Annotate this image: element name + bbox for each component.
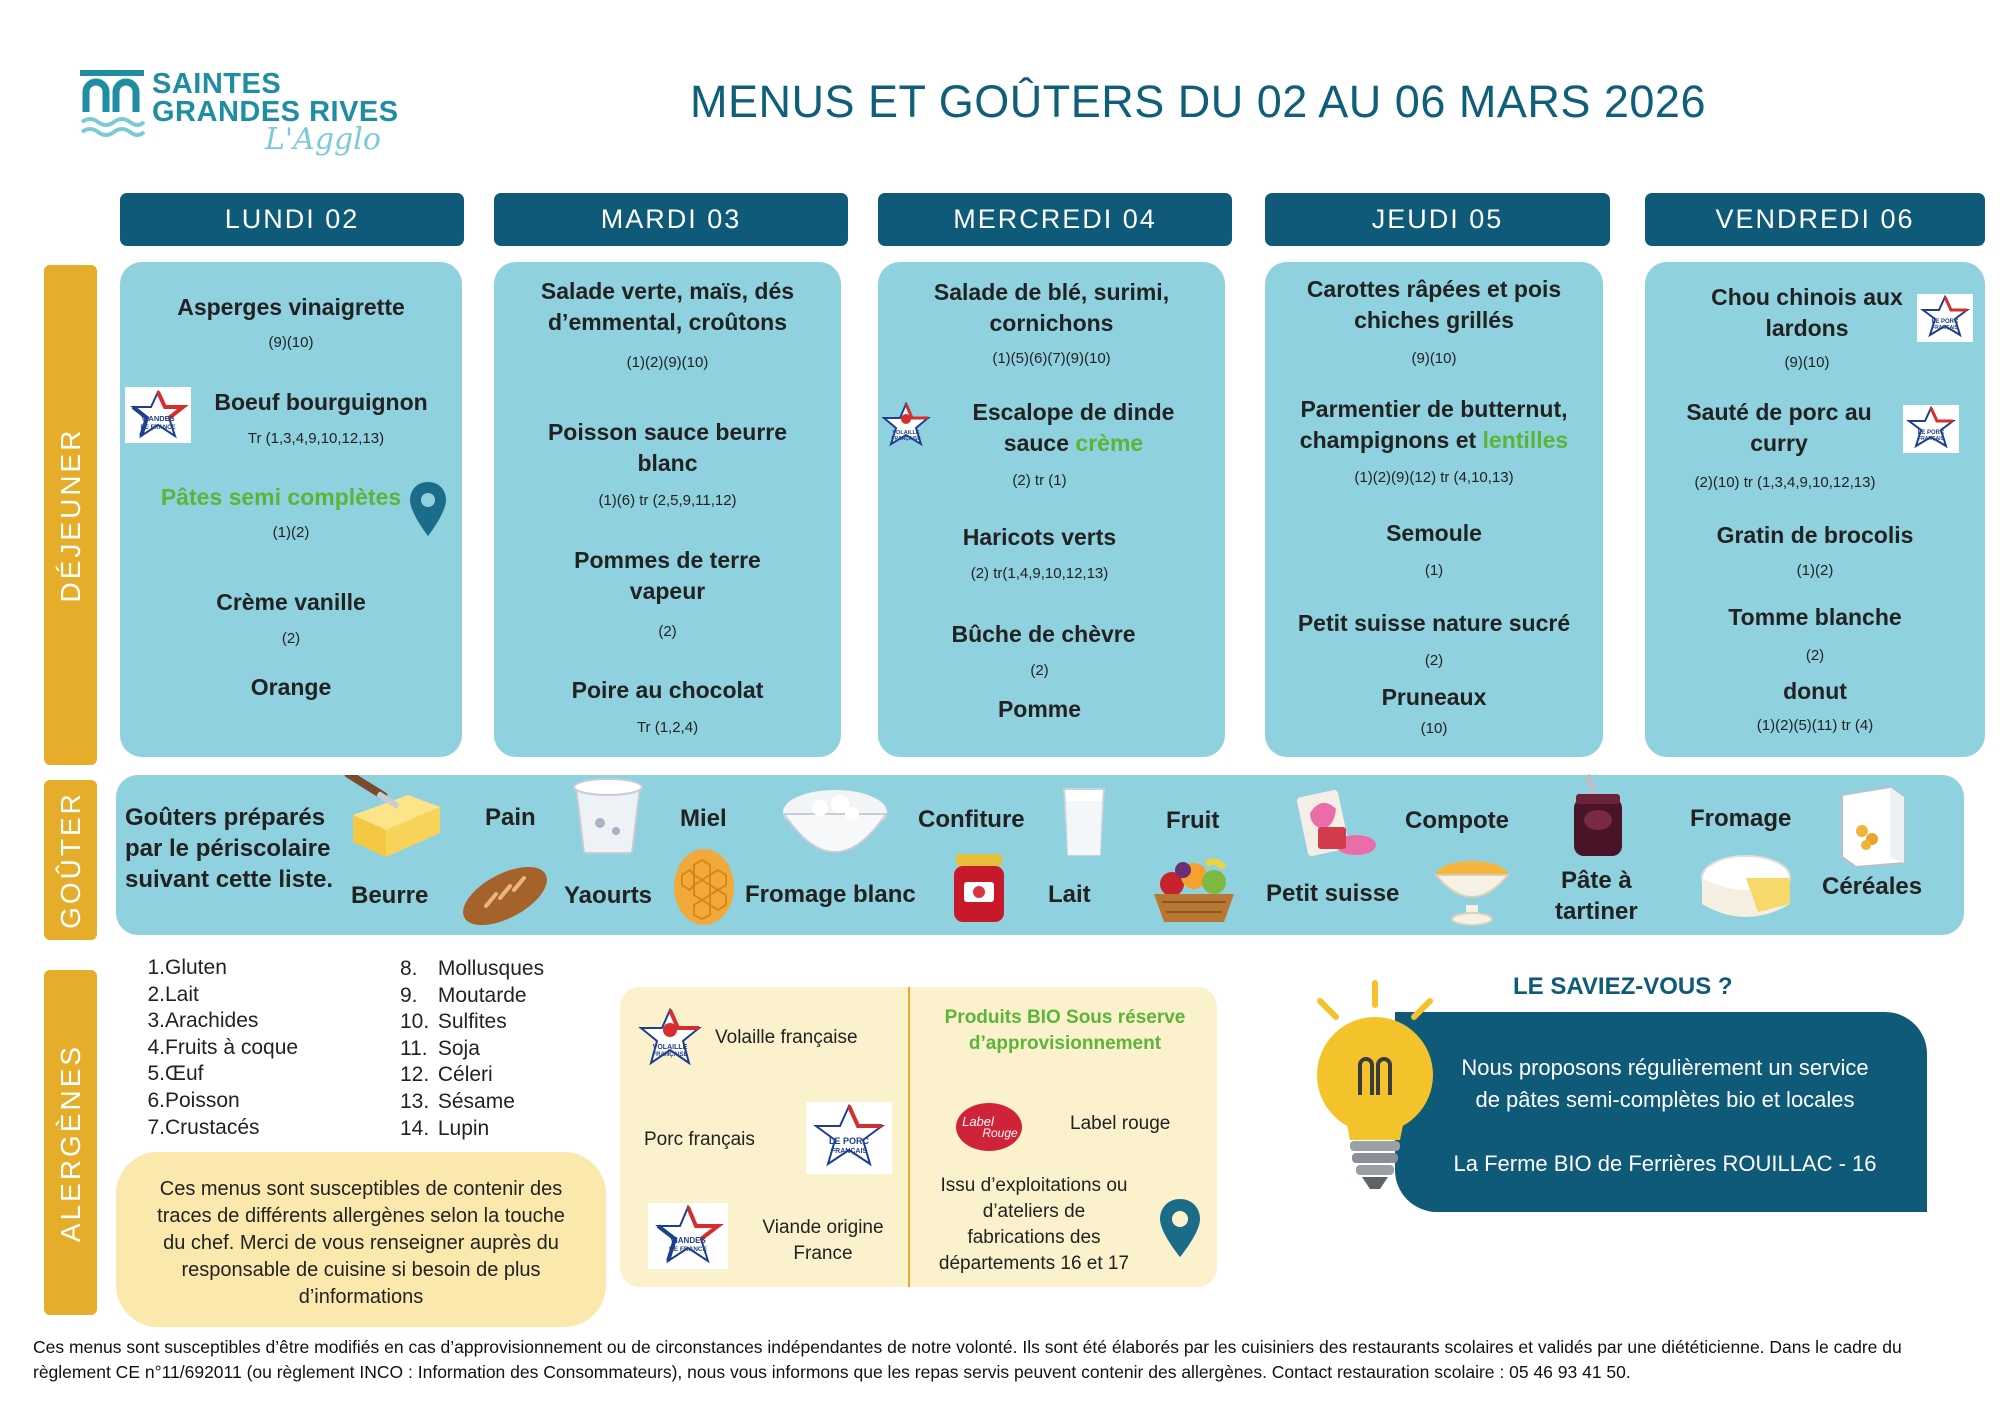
svg-text:FRANÇAIS: FRANÇAIS bbox=[1932, 325, 1958, 331]
legend-bio: Produits BIO Sous réserve d’approvisionnement bbox=[944, 1007, 1186, 1054]
allergen-codes: (2) bbox=[1030, 662, 1049, 679]
allergen-item: 12. Céleri bbox=[400, 1063, 493, 1087]
svg-text:LE PORC: LE PORC bbox=[1917, 430, 1945, 436]
dish-name: Asperges vinaigrette bbox=[177, 294, 405, 320]
allergen-codes: (9)(10) bbox=[1784, 354, 1830, 371]
allergen-codes: (1)(2)(5)(11) tr (4) bbox=[1756, 717, 1874, 734]
dish-name: Chou chinois aux lardons bbox=[1711, 284, 1903, 341]
dish-name: Bûche de chèvre bbox=[951, 621, 1136, 647]
dish-name: Parmentier de butternut, champignons et lentilles bbox=[1299, 396, 1569, 453]
legend-local: Issu d’exploitations ou d’ateliers de fabrications des départements 16 et 17 bbox=[938, 1175, 1130, 1274]
allergen-codes: Tr (1,3,4,9,10,12,13) bbox=[247, 430, 385, 447]
svg-text:Label: Label bbox=[962, 1114, 994, 1129]
honeycomb-icon bbox=[672, 845, 736, 927]
legend-label-rouge: Label rouge bbox=[1070, 1113, 1171, 1134]
gouter-confiture: Confiture bbox=[918, 806, 1025, 833]
allergen-codes: (2)(10) tr (1,3,4,9,10,12,13) bbox=[1694, 474, 1876, 491]
dish-name: Sauté de porc au curry bbox=[1686, 399, 1872, 456]
volaille-francaise-icon bbox=[635, 1007, 705, 1071]
gouter-pain: Pain bbox=[485, 804, 536, 831]
dish-name: Crème vanille bbox=[216, 589, 366, 615]
side-label-allergenes: ALERGÈNES bbox=[44, 970, 97, 1315]
allergen-codes: (2) tr (1) bbox=[1012, 472, 1067, 489]
dish-name: Petit suisse nature sucré bbox=[1297, 610, 1571, 636]
allergen-codes: (2) bbox=[1424, 652, 1444, 669]
dish-name: Orange bbox=[250, 674, 332, 700]
butter-icon bbox=[338, 775, 448, 860]
day-header-jeudi: JEUDI 05 bbox=[1265, 193, 1610, 246]
logo bbox=[80, 70, 410, 165]
le-porc-francais-icon bbox=[1917, 294, 1973, 342]
svg-text:FRANÇAISE: FRANÇAISE bbox=[891, 436, 921, 442]
svg-text:LE PORC: LE PORC bbox=[1931, 319, 1959, 325]
footer-disclaimer: Ces menus sont susceptibles d’être modifiés en cas d’approvisionnement ou de circonstances indépendantes de notre volonté. Ils sont été élaborés par les cuisiniers des restaurants scolaires et validés par une diététicienne. Dans le cadre du règlement CE n°11/692011 (ou règlement INCO : Information des Consommateurs), nous vous informons que les repas servis peuvent contenir des allergènes. Contact restauration scolaire : 05 46 93 41 50. bbox=[33, 1337, 1902, 1382]
svg-text:DE FRANCE: DE FRANCE bbox=[140, 425, 176, 431]
allergen-item: 13. Sésame bbox=[400, 1089, 515, 1113]
label-rouge-icon bbox=[953, 1099, 1025, 1155]
logo-waves-icon bbox=[80, 70, 146, 140]
dish-name: Poire au chocolat bbox=[571, 677, 764, 703]
allergen-codes: (1)(2)(9)(10) bbox=[626, 354, 709, 371]
day-header-lundi: LUNDI 02 bbox=[120, 193, 464, 246]
allergen-item: 4.Fruits à coque bbox=[147, 1035, 299, 1059]
allergen-codes: (1)(2) bbox=[272, 524, 310, 541]
location-pin-icon bbox=[1158, 1197, 1202, 1261]
allergen-item: 7.Crustacés bbox=[147, 1115, 260, 1139]
svg-text:FRANÇAIS: FRANÇAIS bbox=[830, 1148, 868, 1155]
logo-line-3: L'Agglo bbox=[265, 122, 381, 157]
allergen-codes: (1) bbox=[1424, 562, 1444, 579]
legend-box bbox=[620, 987, 1217, 1287]
logo-line-1: SAINTES bbox=[152, 68, 282, 100]
dish-name: Escalope de dinde sauce crème bbox=[972, 399, 1175, 456]
saviez-vous-line-2: de pâtes semi-complètes bio et locales bbox=[1475, 1087, 1855, 1112]
svg-text:VIANDES: VIANDES bbox=[141, 414, 175, 423]
gouter-beurre: Beurre bbox=[351, 882, 429, 909]
allergen-codes: (2) bbox=[281, 630, 301, 647]
side-label-dejeuner: DÉJEUNER bbox=[44, 265, 97, 765]
menu-card-mercredi bbox=[878, 262, 1225, 757]
gouter-lait: Lait bbox=[1048, 881, 1091, 908]
allergen-codes: (9)(10) bbox=[1411, 350, 1457, 367]
menu-card-mardi bbox=[494, 262, 841, 757]
gouter-fromage-blanc: Fromage blanc bbox=[745, 881, 916, 908]
allergen-codes: (1)(2)(9)(12) tr (4,10,13) bbox=[1354, 469, 1514, 486]
dish-name: Carottes râpées et pois chiches grillés bbox=[1306, 276, 1562, 333]
legend-porc: Porc français bbox=[644, 1129, 755, 1150]
svg-text:LE PORC: LE PORC bbox=[828, 1136, 870, 1146]
gouter-fruit: Fruit bbox=[1166, 807, 1220, 834]
saviez-vous-line-3: La Ferme BIO de Ferrières ROUILLAC - 16 bbox=[1453, 1151, 1877, 1176]
dish-name: Salade verte, maïs, dés d’emmental, croûtons bbox=[540, 278, 795, 335]
compote-bowl-icon bbox=[1433, 855, 1511, 927]
logo-line-2: GRANDES RIVES bbox=[152, 96, 399, 128]
saviez-vous-line-1: Nous proposons régulièrement un service bbox=[1461, 1055, 1869, 1080]
allergen-codes: Tr (1,2,4) bbox=[636, 719, 699, 736]
allergen-item: 1.Gluten bbox=[147, 956, 227, 979]
gouter-cereales: Céréales bbox=[1822, 873, 1923, 900]
allergen-codes: (1)(6) tr (2,5,9,11,12) bbox=[598, 492, 737, 509]
dish-name: Gratin de brocolis bbox=[1716, 522, 1914, 548]
petit-suisse-icon bbox=[1296, 783, 1380, 863]
allergen-item: 6.Poisson bbox=[147, 1088, 240, 1112]
side-label-gouter: GOÛTER bbox=[44, 780, 97, 940]
dish-name: Semoule bbox=[1386, 520, 1482, 546]
fromage-blanc-icon bbox=[780, 780, 890, 870]
svg-text:Rouge: Rouge bbox=[982, 1126, 1018, 1140]
dish-name: Poisson sauce beurre blanc bbox=[547, 419, 788, 476]
milk-glass-icon bbox=[1060, 785, 1108, 857]
svg-text:FRANÇAISE: FRANÇAISE bbox=[652, 1052, 688, 1058]
allergen-item: 8. Mollusques bbox=[400, 957, 545, 980]
yogurt-icon bbox=[568, 775, 648, 857]
day-header-mercredi: MERCREDI 04 bbox=[878, 193, 1232, 246]
gouter-miel: Miel bbox=[680, 805, 727, 832]
dish-name: donut bbox=[1783, 678, 1847, 704]
allergen-codes: (1)(5)(6)(7)(9)(10) bbox=[992, 350, 1111, 367]
allergen-item: 3.Arachides bbox=[147, 1009, 259, 1033]
day-header-mardi: MARDI 03 bbox=[494, 193, 848, 246]
viandes-de-france-icon bbox=[648, 1203, 728, 1269]
menu-card-jeudi bbox=[1265, 262, 1603, 757]
le-porc-francais-icon bbox=[806, 1102, 892, 1174]
dish-name-local: Pâtes semi complètes bbox=[160, 484, 402, 510]
jam-jar-icon bbox=[950, 852, 1008, 924]
allergen-warning: Ces menus sont susceptibles de contenir des traces de différents allergènes selon la touche du chef. Merci de vous renseigner auprès du responsable de cuisine si besoin de plus d’informations bbox=[116, 1152, 606, 1327]
dish-name: Haricots verts bbox=[962, 524, 1117, 550]
dish-name: Salade de blé, surimi, cornichons bbox=[933, 279, 1170, 336]
dish-name: Tomme blanche bbox=[1728, 604, 1902, 630]
legend-volaille: Volaille française bbox=[715, 1027, 858, 1048]
gouter-petit-suisse: Petit suisse bbox=[1266, 880, 1400, 907]
allergen-codes: (2) bbox=[1805, 647, 1825, 664]
dish-name: Pruneaux bbox=[1381, 684, 1487, 710]
cereal-box-icon bbox=[1838, 783, 1908, 867]
fruit-basket-icon bbox=[1150, 850, 1238, 925]
gouter-intro: Goûters préparés par le périscolaire suivant cette liste. bbox=[125, 804, 334, 893]
svg-text:VOLAILLE: VOLAILLE bbox=[892, 430, 920, 436]
gouter-compote: Compote bbox=[1405, 807, 1509, 834]
dish-name: Boeuf bourguignon bbox=[214, 389, 428, 415]
spread-jar-icon bbox=[1570, 770, 1626, 860]
cheese-icon bbox=[1698, 850, 1794, 928]
gouter-pate-a-tartiner: Pâte à tartiner bbox=[1555, 867, 1638, 925]
menu-card-vendredi bbox=[1645, 262, 1985, 757]
dish-name: Pommes de terre vapeur bbox=[574, 547, 761, 604]
allergen-list-right bbox=[400, 956, 544, 1142]
allergen-item: 9. Moutarde bbox=[400, 983, 527, 1007]
legend-divider bbox=[908, 987, 910, 1287]
allergen-codes: (10) bbox=[1420, 720, 1448, 737]
svg-text:FRANÇAIS: FRANÇAIS bbox=[1918, 436, 1944, 442]
menu-card-lundi bbox=[120, 262, 462, 757]
allergen-item: 11. Soja bbox=[400, 1036, 480, 1060]
lightbulb-icon bbox=[1300, 975, 1450, 1195]
allergen-codes: (1)(2) bbox=[1796, 562, 1834, 579]
page-title: MENUS ET GOÛTERS DU 02 AU 06 MARS 2026 bbox=[690, 76, 1706, 127]
allergen-codes: (9)(10) bbox=[268, 334, 314, 351]
saviez-vous-title: LE SAVIEZ-VOUS ? bbox=[1513, 973, 1733, 1000]
allergen-item: 14. Lupin bbox=[400, 1116, 490, 1140]
svg-text:VIANDES: VIANDES bbox=[670, 1236, 706, 1245]
dish-name: Pomme bbox=[997, 696, 1082, 722]
gouter-yaourts: Yaourts bbox=[564, 882, 653, 909]
day-header-vendredi: VENDREDI 06 bbox=[1645, 193, 1985, 246]
bread-icon bbox=[458, 860, 553, 932]
legend-viande: Viande origine France bbox=[762, 1217, 884, 1264]
allergen-item: 5.Œuf bbox=[147, 1062, 204, 1086]
allergen-codes: (2) tr(1,4,9,10,12,13) bbox=[970, 565, 1109, 582]
le-porc-francais-icon bbox=[1903, 405, 1959, 453]
allergen-codes: (2) bbox=[658, 623, 677, 640]
svg-text:DE FRANCE: DE FRANCE bbox=[669, 1246, 707, 1253]
allergen-list-left bbox=[145, 955, 298, 1141]
allergen-item: 2.Lait bbox=[147, 982, 199, 1006]
allergen-item: 10. Sulfites bbox=[400, 1010, 507, 1034]
gouter-fromage: Fromage bbox=[1690, 805, 1792, 832]
svg-text:VOLAILLE: VOLAILLE bbox=[652, 1044, 688, 1051]
